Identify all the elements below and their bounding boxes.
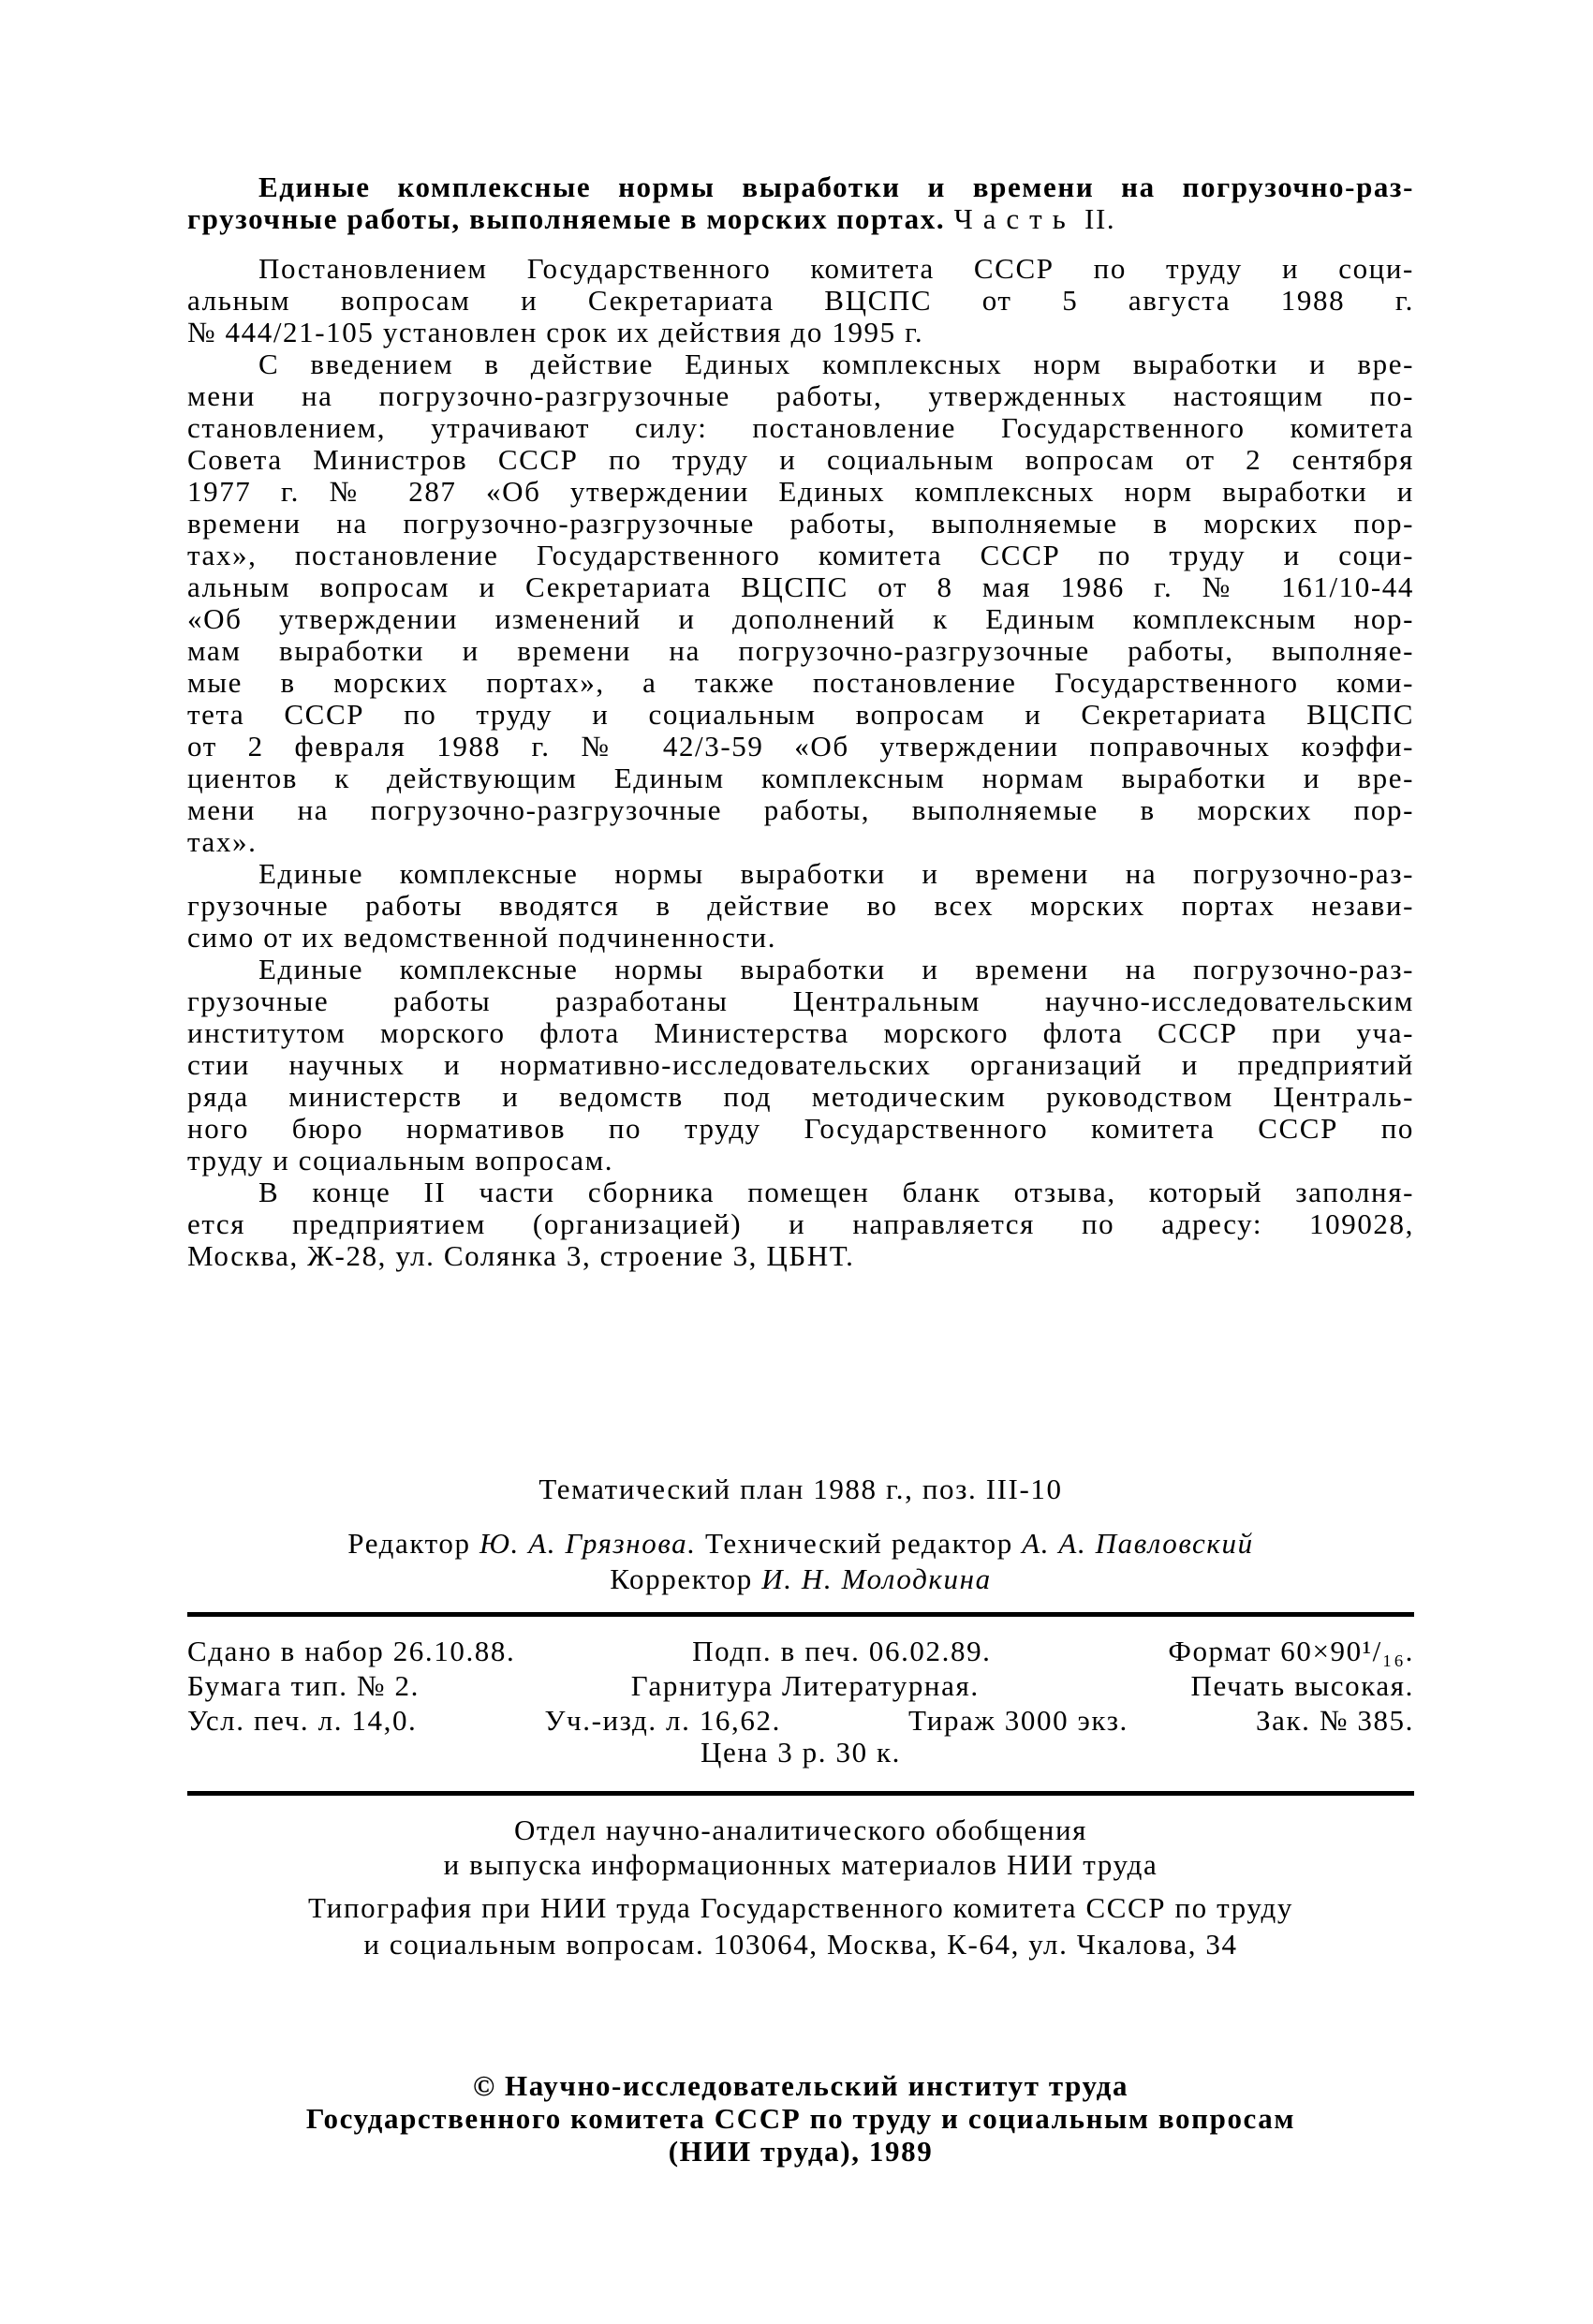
divider: [187, 1791, 1414, 1796]
copyright-line: Государственного комитета СССР по труду и социальным вопросам: [305, 2103, 1296, 2135]
thematic-plan: Тематический план 1988 г., поз. III-10: [538, 1473, 1063, 1505]
print-cell: Усл. печ. л. 14,0.: [187, 1705, 418, 1737]
print-details: [187, 1636, 1414, 1769]
paragraph-line: 1977 г. № 287 «Об утверждении Единых комплексных норм выработки и: [187, 476, 1414, 508]
print-cell: Бумага тип. № 2.: [187, 1670, 420, 1702]
title-text: грузочные работы, выполняемые в морских портах.: [187, 203, 946, 235]
paragraph-line: тета СССР по труду и социальным вопросам и Секретариата ВЦСПС: [187, 699, 1414, 731]
paragraph-line: Совета Министров СССР по труду и социальным вопросам от 2 сентября: [187, 444, 1414, 476]
print-row: [187, 1636, 1414, 1667]
print-row: [187, 1705, 1414, 1737]
printer-line: и социальным вопросам. 103064, Москва, К-64, ул. Чкалова, 34: [363, 1929, 1238, 1961]
printer-line: Типография при НИИ труда Государственного комитета СССР по труду: [308, 1892, 1293, 1924]
editor-name: Ю. А. Грязнова.: [479, 1528, 697, 1560]
paragraph-line: Постановлением Государственного комитета СССР по труду и соци-: [258, 253, 1414, 285]
print-cell: Зак. № 385.: [1255, 1705, 1414, 1737]
paragraph-line: ряда министерств и ведомств под методическим руководством Централь-: [187, 1081, 1414, 1113]
copyright-line: © Научно-исследовательский институт труда: [472, 2070, 1129, 2102]
body-text: [187, 253, 1414, 1272]
paragraph-line: грузочные работы разработаны Центральным научно-исследовательским: [187, 985, 1414, 1017]
department-line: и выпуска информационных материалов НИИ труда: [443, 1849, 1158, 1881]
paragraph-line: симо от их ведомственной подчиненности.: [187, 922, 777, 954]
paragraph-line: труду и социальным вопросам.: [187, 1145, 614, 1177]
editor-label: Редактор: [347, 1528, 471, 1560]
paragraph-line: «Об утверждении изменений и дополнений к Единым комплексным нор-: [187, 603, 1414, 635]
paragraph-line: стии научных и нормативно-исследовательских организаций и предприятий: [187, 1049, 1414, 1081]
price: Цена 3 р. 30 к.: [700, 1737, 902, 1769]
paragraph-line: мам выработки и времени на погрузочно-разгрузочные работы, выполняе-: [187, 635, 1414, 667]
print-cell: Тираж 3000 экз.: [908, 1705, 1128, 1737]
paragraph-line: С введением в действие Единых комплексных норм выработки и вре-: [258, 348, 1414, 380]
title-line: Единые комплексные нормы выработки и времени на погрузочно-раз-: [258, 171, 1414, 203]
print-cell: Сдано в набор 26.10.88.: [187, 1636, 516, 1667]
printer: [187, 1892, 1414, 1961]
paragraph-line: циентов к действующим Единым комплексным нормам выработки и вре-: [187, 762, 1414, 794]
print-cell: Гарнитура Литературная.: [630, 1670, 980, 1702]
copyright: [187, 2070, 1414, 2168]
paragraph-line: Единые комплексные нормы выработки и времени на погрузочно-раз-: [258, 954, 1414, 985]
tech-editor-label: Технический редактор: [704, 1528, 1013, 1560]
paragraph-line: тах».: [187, 826, 258, 858]
imprint-plan: [187, 1473, 1414, 1505]
part-label: Ч а с т ь II.: [953, 203, 1116, 235]
corrector-name: И. Н. Молодкина: [761, 1563, 992, 1595]
paragraph-line: мени на погрузочно-разгрузочные работы, утвержденных настоящим по-: [187, 380, 1414, 412]
paragraph-line: альным вопросам и Секретариата ВЦСПС от 5 августа 1988 г.: [187, 285, 1414, 317]
paragraph-line: тах», постановление Государственного комитета СССР по труду и соци-: [187, 540, 1414, 571]
print-cell: Печать высокая.: [1190, 1670, 1414, 1702]
title-line: [187, 203, 1414, 235]
print-cell: Формат 60×90¹/₁₆.: [1168, 1636, 1414, 1667]
divider: [187, 1612, 1414, 1617]
copyright-line: (НИИ труда), 1989: [668, 2136, 934, 2168]
paragraph-line: Москва, Ж-28, ул. Солянка 3, строение 3, ЦБНТ.: [187, 1240, 855, 1272]
paragraph-line: становлением, утрачивают силу: постановление Государственного комитета: [187, 412, 1414, 444]
document-title: [187, 171, 1414, 235]
corrector-label: Корректор: [610, 1563, 753, 1595]
print-row: [187, 1670, 1414, 1702]
paragraph-line: времени на погрузочно-разгрузочные работы, выполняемые в морских пор-: [187, 508, 1414, 540]
paragraph-line: ется предприятием (организацией) и направляется по адресу: 109028,: [187, 1208, 1414, 1240]
paragraph-line: В конце II части сборника помещен бланк отзыва, который заполня-: [258, 1177, 1414, 1208]
paragraph-line: Единые комплексные нормы выработки и времени на погрузочно-раз-: [258, 858, 1414, 890]
editors: [187, 1528, 1414, 1595]
paragraph-line: ного бюро нормативов по труду Государственного комитета СССР по: [187, 1113, 1414, 1145]
print-cell: Уч.-изд. л. 16,62.: [544, 1705, 781, 1737]
department-line: Отдел научно-аналитического обобщения: [513, 1814, 1087, 1846]
paragraph-line: мые в морских портах», а также постановление Государственного коми-: [187, 667, 1414, 699]
tech-editor-name: А. А. Павловский: [1022, 1528, 1254, 1560]
paragraph-line: от 2 февраля 1988 г. № 42/3-59 «Об утверждении поправочных коэффи-: [187, 731, 1414, 762]
paragraph-line: № 444/21-105 установлен срок их действия до 1995 г.: [187, 317, 924, 348]
paragraph-line: мени на погрузочно-разгрузочные работы, выполняемые в морских пор-: [187, 794, 1414, 826]
print-cell: Подп. в печ. 06.02.89.: [692, 1636, 992, 1667]
paragraph-line: институтом морского флота Министерства морского флота СССР при уча-: [187, 1017, 1414, 1049]
paragraph-line: альным вопросам и Секретариата ВЦСПС от 8 мая 1986 г. № 161/10-44: [187, 571, 1414, 603]
department: [187, 1814, 1414, 1881]
paragraph-line: грузочные работы вводятся в действие во всех морских портах незави-: [187, 890, 1414, 922]
